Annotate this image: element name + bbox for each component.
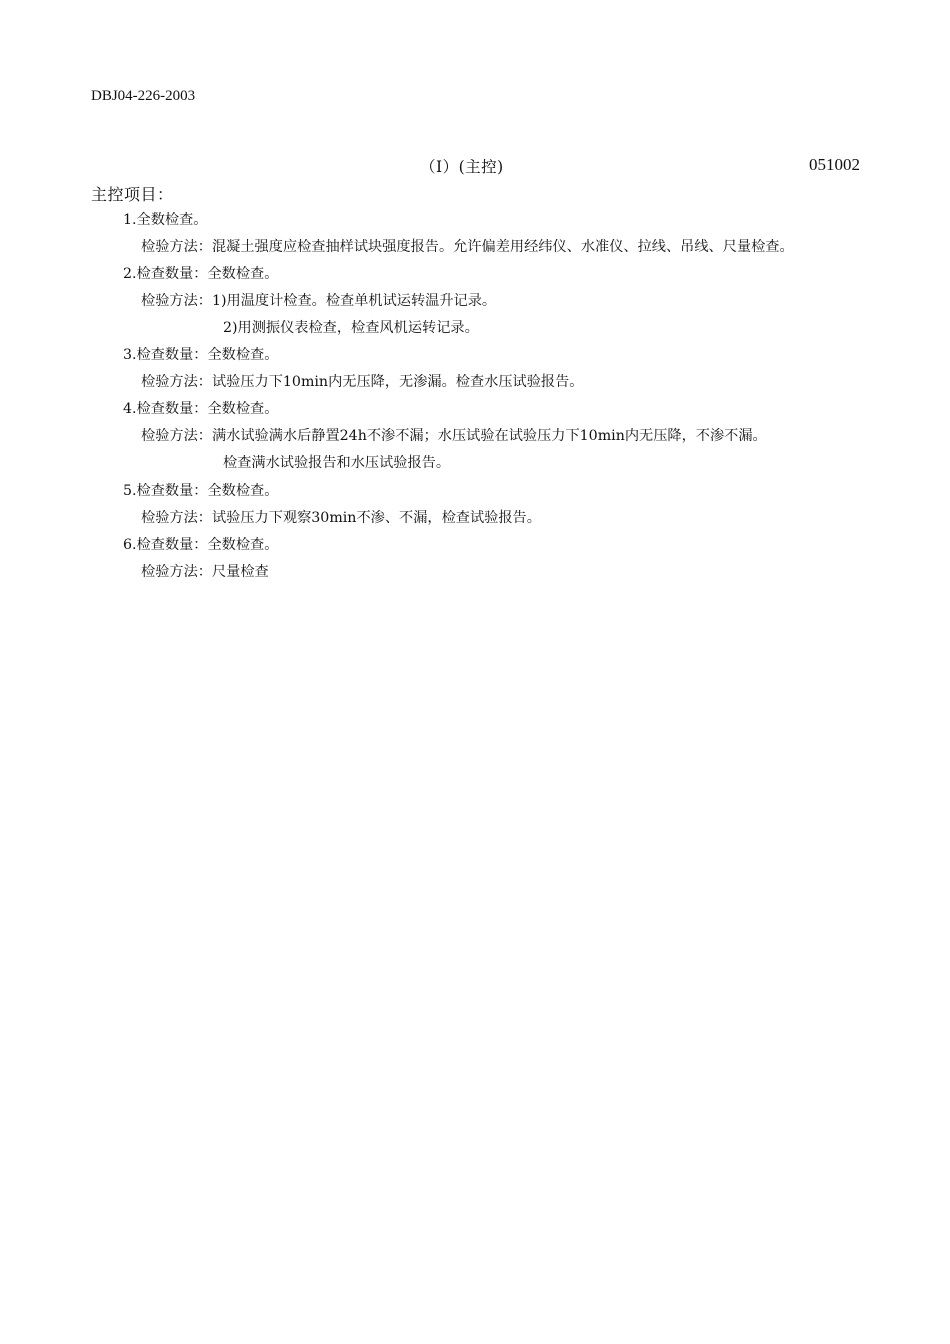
item-4-quantity-line	[123, 399, 278, 419]
method-label: 检验方法：	[141, 374, 212, 390]
item-number: 2.	[123, 266, 137, 282]
item-2-method-line	[141, 291, 496, 311]
document-code: DBJ04-226-2003	[91, 88, 196, 104]
item-quantity: 检查数量：全数检查。	[136, 483, 279, 499]
item-quantity: 检查数量：全数检查。	[136, 266, 279, 282]
item-3-method-line	[141, 372, 583, 392]
item-number: 1.	[123, 212, 137, 228]
method-text: 1)用温度计检查。检查单机试运转温升记录。	[211, 293, 497, 309]
item-2-method-continuation: 2)用测振仪表检查，检查风机运转记录。	[223, 320, 479, 336]
item-6-method-line	[141, 562, 269, 582]
item-4-method-line	[141, 426, 767, 446]
method-label: 检验方法：	[141, 510, 212, 526]
item-quantity: 检查数量：全数检查。	[136, 347, 279, 363]
item-number: 5.	[123, 483, 137, 499]
item-number: 3.	[123, 347, 137, 363]
method-text: 满水试验满水后静置24h不渗不漏；水压试验在试验压力下10min内无压降，不渗不漏。	[211, 428, 767, 444]
section-code: 051002	[809, 155, 860, 174]
item-2-quantity-line	[123, 264, 278, 284]
method-label: 检验方法：	[141, 239, 212, 255]
method-label: 检验方法：	[141, 293, 212, 309]
section-heading: 主控项目：	[91, 185, 174, 204]
item-1-method-line	[141, 237, 794, 257]
item-6-quantity-line	[123, 535, 278, 555]
method-text: 混凝土强度应检查抽样试块强度报告。允许偏差用经纬仪、水准仪、拉线、吊线、尺量检查。	[211, 239, 794, 255]
method-label: 检验方法：	[141, 564, 212, 580]
item-number: 4.	[123, 401, 137, 417]
method-text: 尺量检查	[211, 564, 269, 580]
item-number: 6.	[123, 537, 137, 553]
section-title: （Ⅰ）(主控)	[420, 158, 504, 176]
item-5-quantity-line	[123, 481, 278, 501]
method-text: 试验压力下观察30min不渗、不漏，检查试验报告。	[211, 510, 541, 526]
item-quantity: 全数检查。	[136, 212, 208, 228]
method-label: 检验方法：	[141, 428, 212, 444]
item-5-method-line	[141, 508, 541, 528]
title-line	[0, 155, 950, 177]
item-4-method-continuation: 检查满水试验报告和水压试验报告。	[223, 455, 451, 471]
method-text: 试验压力下10min内无压降，无渗漏。检查水压试验报告。	[211, 374, 584, 390]
item-quantity: 检查数量：全数检查。	[136, 537, 279, 553]
item-3-quantity-line	[123, 345, 278, 365]
item-1-quantity-line	[123, 210, 208, 230]
item-quantity: 检查数量：全数检查。	[136, 401, 279, 417]
